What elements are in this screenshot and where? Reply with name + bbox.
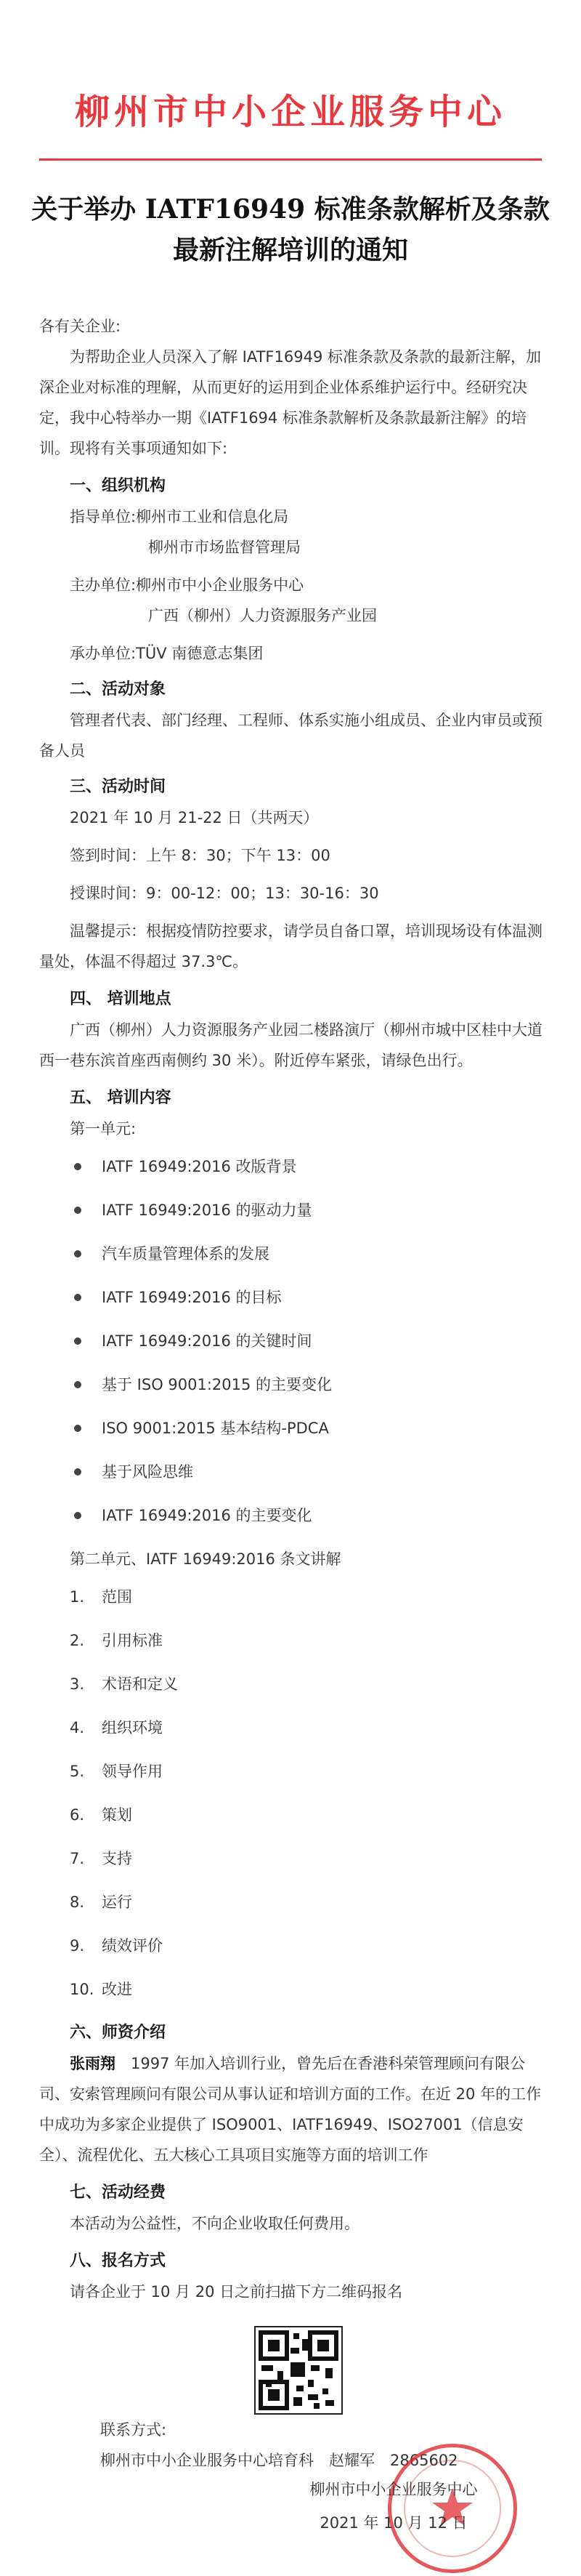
- guidance-unit-1: 指导单位:柳州市工业和信息化局: [70, 508, 289, 526]
- list-item: 3. 术语和定义: [70, 1675, 178, 1693]
- signature-date: 2021 年 10 月 12 日: [320, 2514, 468, 2532]
- host-unit-1: 主办单位:柳州市中小企业服务中心: [70, 576, 304, 594]
- section-audience-heading: 二、活动对象: [70, 680, 166, 699]
- qr-finder: [259, 2380, 289, 2410]
- list-item: 基于风险思维: [70, 1457, 548, 1487]
- signup-qr-code[interactable]: [254, 2326, 343, 2415]
- list-item: 2. 引用标准: [70, 1632, 163, 1649]
- teach-time: 授课时间：9：00-12：00；13：30-16：30: [70, 885, 379, 902]
- intro-paragraph: 为帮助企业人员深入了解 IATF16949 标准条款及条款的最新注解，加深企业对标准的理解，从而更好的运用到企业体系维护运行中。经研究决定，我中心特举办一期《IATF1694 标准条款解析及条款最新注解》的培训。现将有关事项通知如下:: [39, 348, 541, 457]
- teacher-name: 张雨翔: [70, 2055, 115, 2072]
- signature-org: 柳州市中小企业服务中心: [309, 2481, 478, 2498]
- notice-body: [39, 311, 548, 2476]
- fee-text: 本活动为公益性，不向企业收取任何费用。: [70, 2215, 359, 2232]
- signature-block: [270, 2473, 517, 2540]
- section-location-heading: 四、 培训地点: [70, 990, 171, 1008]
- list-item: IATF 16949:2016 的驱动力量: [70, 1195, 548, 1225]
- reminder-text: 温馨提示：根据疫情防控要求，请学员自备口罩，培训现场设有体温测量处，体温不得超过 37.3℃。: [39, 922, 543, 970]
- contact-label: 联系方式:: [100, 2421, 167, 2439]
- list-item: 10. 改进: [70, 1981, 132, 1998]
- list-item: 9. 绩效评价: [70, 1937, 163, 1955]
- list-item: IATF 16949:2016 的目标: [70, 1282, 548, 1313]
- location-text: 广西（柳州）人力资源服务产业园二楼路演厅（柳州市城中区桂中大道西一巷东滨首座西南侧约 30 米）。附近停车紧张，请绿色出行。: [39, 1021, 543, 1069]
- list-item: IATF 16949:2016 改版背景: [70, 1151, 548, 1182]
- list-item: 6. 策划: [70, 1806, 132, 1824]
- notice-title: [0, 189, 581, 270]
- list-item: 7. 支持: [70, 1850, 132, 1867]
- unit1-title: 第一单元:: [70, 1120, 137, 1138]
- signin-time: 签到时间：上午 8：30；下午 13：00: [70, 847, 330, 864]
- notice-title-line1: 关于举办 IATF16949 标准条款解析及条款: [31, 194, 550, 225]
- qr-finder: [259, 2330, 289, 2361]
- section-signup-heading: 八、报名方式: [70, 2252, 166, 2270]
- section-fee-heading: 七、活动经费: [70, 2183, 166, 2202]
- activity-date: 2021 年 10 月 21-22 日（共两天）: [70, 809, 319, 826]
- list-item: 汽车质量管理体系的发展: [70, 1239, 548, 1269]
- audience-text: 管理者代表、部门经理、工程师、体系实施小组成员、企业内审员或预备人员: [39, 712, 543, 760]
- unit2-title: 第二单元、IATF 16949:2016 条文讲解: [70, 1550, 341, 1568]
- list-item: ISO 9001:2015 基本结构-PDCA: [70, 1413, 548, 1444]
- list-item: IATF 16949:2016 的主要变化: [70, 1500, 548, 1531]
- teacher-bio: 张雨翔 1997 年加入培训行业，曾先后在香港科荣管理顾问有限公司、安索管理顾问有限公司从事认证和培训方面的工作。在近 20 年的工作中成功为多家企业提供了 ISO9001、IATF16949、ISO27001（信息安全）、流程优化、五大核心工具项目实施等方面的培训工作: [39, 2055, 542, 2164]
- org-title: 柳州市中小企业服务中心: [74, 92, 506, 132]
- section-teacher-heading: 六、师资介绍: [70, 2024, 166, 2042]
- unit2-list: [39, 1582, 548, 2005]
- section-time-heading: 三、活动时间: [70, 778, 166, 796]
- salutation: 各有关企业:: [39, 318, 121, 335]
- guidance-unit-2: 柳州市市场监督管理局: [148, 539, 301, 556]
- list-item: 4. 组织环境: [70, 1719, 163, 1736]
- host-unit-2: 广西（柳州）人力资源服务产业园: [148, 607, 377, 624]
- undertake-unit: 承办单位:TÜV 南德意志集团: [70, 645, 264, 662]
- section-org-heading: 一、组织机构: [70, 477, 166, 495]
- section-content-heading: 五、 培训内容: [70, 1089, 171, 1107]
- notice-title-line2: 最新注解培训的通知: [172, 235, 408, 265]
- list-item: IATF 16949:2016 的关键时间: [70, 1326, 548, 1356]
- list-item: 5. 领导作用: [70, 1763, 163, 1780]
- list-item: 1. 范围: [70, 1588, 132, 1606]
- list-item: 8. 运行: [70, 1893, 132, 1911]
- list-item: 基于 ISO 9001:2015 的主要变化: [70, 1369, 548, 1400]
- unit1-list: [39, 1151, 548, 1531]
- signup-text: 请各企业于 10 月 20 日之前扫描下方二维码报名: [70, 2283, 403, 2301]
- contact-line: 柳州市中小企业服务中心培育科 赵耀军 2865602: [100, 2452, 458, 2469]
- qr-finder: [308, 2330, 338, 2361]
- title-divider: [39, 158, 542, 161]
